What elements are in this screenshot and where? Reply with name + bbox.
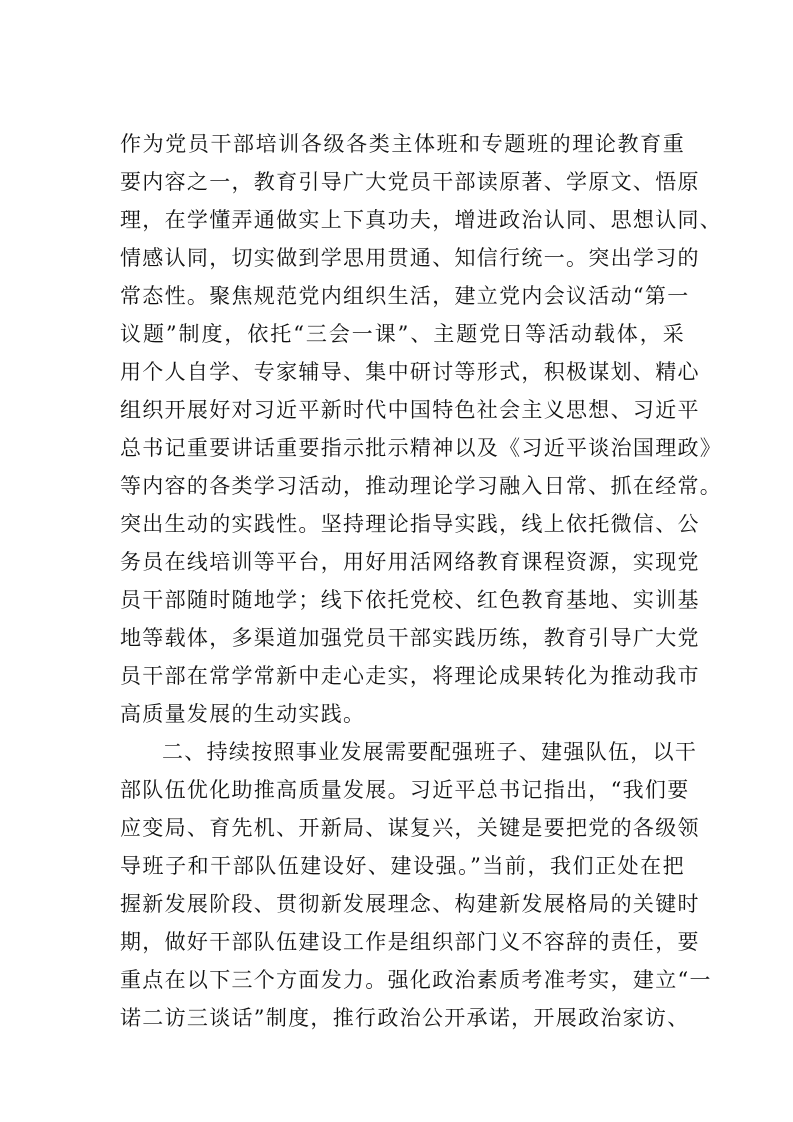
text-line: 总书记重要讲话重要指示批示精神以及《习近平谈治国理政》	[120, 436, 723, 460]
text-line: 组织开展好对习近平新时代中国特色社会主义思想、习近平	[120, 398, 700, 422]
text-line: 握新发展阶段、贯彻新发展理念、构建新发展格局的关键时	[120, 892, 700, 916]
text-line: 二、持续按照事业发展需要配强班子、建强队伍，以干	[162, 740, 698, 764]
paragraph	[120, 733, 712, 1037]
text-line: 地等载体，多渠道加强党员干部实践历练，教育引导广大党	[120, 626, 700, 650]
text-line: 应变局、育先机、开新局、谋复兴，关键是要把党的各级领	[120, 816, 700, 840]
text-line: 高质量发展的生动实践。	[120, 702, 366, 726]
text-line: 诺二访三谈话”制度，推行政治公开承诺，开展政治家访、	[120, 1006, 690, 1030]
text-line: 要内容之一，教育引导广大党员干部读原著、学原文、悟原	[120, 170, 700, 194]
text-line: 常态性。聚焦规范党内组织生活，建立党内会议活动“第一	[120, 284, 690, 308]
text-line: 突出生动的实践性。坚持理论指导实践，线上依托微信、公	[120, 512, 700, 536]
text-line: 导班子和干部队伍建设好、建设强。”当前，我们正处在把	[120, 854, 685, 878]
text-line: 用个人自学、专家辅导、集中研讨等形式，积极谋划、精心	[120, 360, 700, 384]
text-line: 重点在以下三个方面发力。强化政治素质考准考实，建立“一	[120, 968, 712, 992]
text-line: 理，在学懂弄通做实上下真功夫，增进政治认同、思想认同、	[120, 208, 723, 232]
text-line: 期，做好干部队伍建设工作是组织部门义不容辞的责任，要	[120, 930, 700, 954]
paragraph	[120, 125, 723, 733]
text-line: 员干部在常学常新中走心走实，将理论成果转化为推动我市	[120, 664, 700, 688]
text-line: 作为党员干部培训各级各类主体班和专题班的理论教育重	[120, 132, 685, 156]
text-line: 部队伍优化助推高质量发展。习近平总书记指出，“我们要	[120, 778, 690, 802]
text-line: 员干部随时随地学；线下依托党校、红色教育基地、实训基	[120, 588, 700, 612]
body-text	[120, 125, 723, 1037]
text-line: 情感认同，切实做到学思用贯通、知信行统一。突出学习的	[120, 246, 700, 270]
text-line: 务员在线培训等平台，用好用活网络教育课程资源，实现党	[120, 550, 700, 574]
text-line: 议题”制度，依托“三会一课”、主题党日等活动载体，采	[120, 322, 685, 346]
text-line: 等内容的各类学习活动，推动理论学习融入日常、抓在经常。	[120, 474, 723, 498]
